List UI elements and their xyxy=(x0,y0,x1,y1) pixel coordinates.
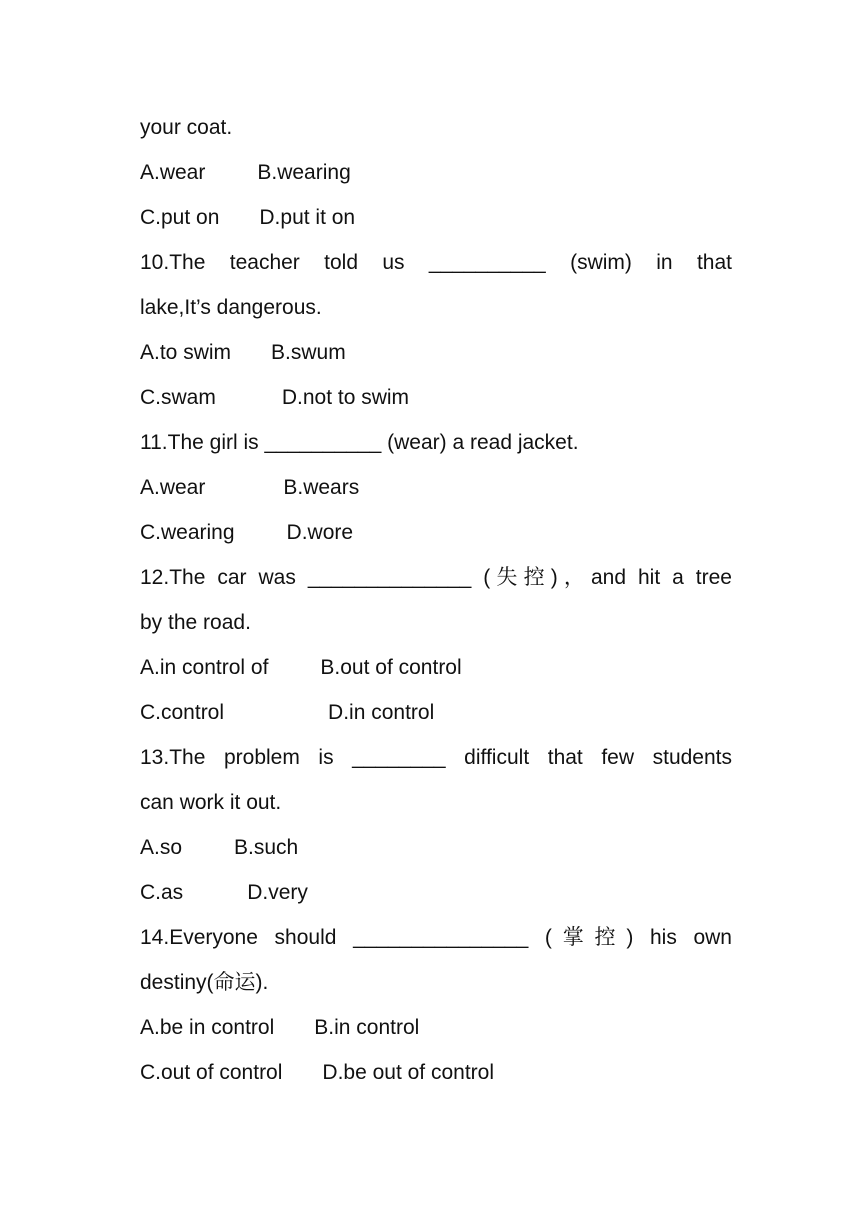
question-line: 10.The teacher told us __________ (swim) in that xyxy=(140,251,732,274)
answer-option: D.wore xyxy=(286,521,354,544)
answer-options-row xyxy=(140,510,732,555)
answer-option: B.swum xyxy=(271,341,346,364)
text-line: can work it out. xyxy=(140,791,282,814)
text-line: your coat. xyxy=(140,116,233,139)
answer-option: A.wear xyxy=(140,161,206,184)
text-line: destiny(命运). xyxy=(140,971,269,994)
answer-option: C.swam xyxy=(140,386,216,409)
answer-option: D.be out of control xyxy=(322,1061,495,1084)
answer-option: C.as xyxy=(140,881,184,904)
answer-options-row xyxy=(140,870,732,915)
answer-options-row xyxy=(140,690,732,735)
text-line: lake,It’s dangerous. xyxy=(140,296,322,319)
answer-option: C.wearing xyxy=(140,521,235,544)
answer-option: B.wears xyxy=(283,476,360,499)
answer-options-row xyxy=(140,150,732,195)
answer-option: A.to swim xyxy=(140,341,232,364)
answer-options-row xyxy=(140,330,732,375)
answer-option: C.control xyxy=(140,701,225,724)
answer-options-row xyxy=(140,465,732,510)
answer-options-row xyxy=(140,1050,732,1095)
answer-option: D.in control xyxy=(328,701,435,724)
answer-option: C.put on xyxy=(140,206,220,229)
answer-option: D.put it on xyxy=(259,206,356,229)
answer-option: A.so xyxy=(140,836,183,859)
answer-options-row xyxy=(140,825,732,870)
answer-option: B.wearing xyxy=(257,161,351,184)
text-line: 11.The girl is __________ (wear) a read jacket. xyxy=(140,431,579,454)
answer-option: D.not to swim xyxy=(281,386,410,409)
question-line: 14.Everyone should _______________ (掌控) his own xyxy=(140,926,732,949)
answer-options-row xyxy=(140,195,732,240)
answer-options-row xyxy=(140,375,732,420)
text-line: by the road. xyxy=(140,611,251,634)
answer-option: A.in control of xyxy=(140,656,269,679)
worksheet-page xyxy=(140,105,732,1095)
question-line: 12.The car was ______________ (失控)，and hit a tree xyxy=(140,566,732,589)
answer-options-row xyxy=(140,645,732,690)
answer-option: D.very xyxy=(247,881,308,904)
answer-option: A.be in control xyxy=(140,1016,275,1039)
answer-option: B.out of control xyxy=(320,656,462,679)
answer-options-row xyxy=(140,1005,732,1050)
answer-option: B.in control xyxy=(314,1016,420,1039)
answer-option: B.such xyxy=(234,836,299,859)
answer-option: C.out of control xyxy=(140,1061,283,1084)
question-line: 13.The problem is ________ difficult that few students xyxy=(140,746,732,769)
answer-option: A.wear xyxy=(140,476,206,499)
